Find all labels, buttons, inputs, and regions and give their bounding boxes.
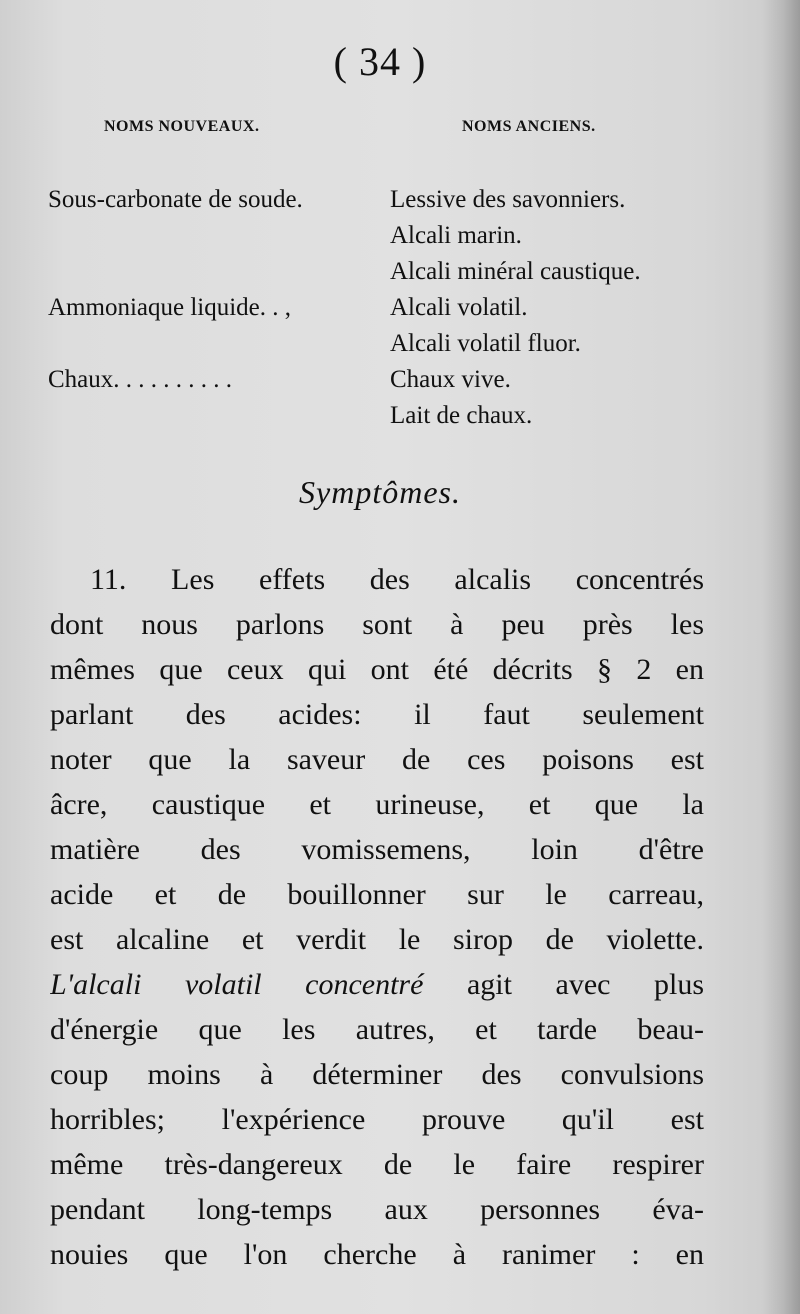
text-line: nouies que l'on cherche à ranimer : en: [50, 1238, 704, 1271]
text-line: dont nous parlons sont à peu près les: [50, 608, 704, 641]
table-row: [48, 398, 728, 434]
old-name: Alcali marin.: [390, 222, 522, 249]
table-row: [48, 326, 728, 362]
table-row: [48, 218, 728, 254]
text-line: [50, 962, 704, 1007]
text-line: coup moins à déterminer des convulsions: [50, 1058, 704, 1091]
text-segment: agit avec plus: [423, 968, 704, 1001]
text-line: même très-dangereux de le faire respirer: [50, 1148, 704, 1181]
old-name: Alcali volatil.: [390, 294, 528, 321]
old-name: Alcali volatil fluor.: [390, 330, 581, 357]
text-line: 11. Les effets des alcalis concentrés: [90, 563, 704, 596]
page-edge-shadow: [762, 0, 800, 1314]
body-text: [50, 557, 704, 1277]
old-name: Chaux vive.: [390, 366, 511, 393]
new-name: Sous-carbonate de soude.: [48, 186, 303, 213]
text-line: âcre, caustique et urineuse, et que la: [50, 788, 704, 821]
text-line: est alcaline et verdit le sirop de violette.: [50, 923, 704, 956]
table-row: [48, 182, 728, 218]
old-name: Lait de chaux.: [390, 402, 533, 429]
text-line: mêmes que ceux qui ont été décrits § 2 en: [50, 653, 704, 686]
table-row: [48, 254, 728, 290]
italic-phrase: L'alcali volatil concentré: [50, 968, 424, 1001]
section-title: Symptômes.: [299, 474, 461, 510]
header-noms-nouveaux: NOMS NOUVEAUX.: [104, 118, 260, 135]
table-row: [48, 362, 728, 398]
header-noms-anciens: NOMS ANCIENS.: [462, 118, 596, 135]
text-line: horribles; l'expérience prouve qu'il est: [50, 1103, 704, 1136]
text-line: noter que la saveur de ces poisons est: [50, 743, 704, 776]
text-line: pendant long-temps aux personnes éva-: [50, 1193, 704, 1226]
table-row: [48, 290, 728, 326]
new-name: Ammoniaque liquide. . ,: [48, 294, 292, 321]
old-name: Lessive des savonniers.: [390, 186, 626, 213]
text-line: matière des vomissemens, loin d'être: [50, 833, 704, 866]
text-line: d'énergie que les autres, et tarde beau-: [50, 1013, 704, 1046]
text-line: parlant des acides: il faut seulement: [50, 698, 704, 731]
old-name: Alcali minéral caustique.: [390, 258, 641, 285]
names-table: [48, 182, 728, 434]
text-line: acide et de bouillonner sur le carreau,: [50, 878, 704, 911]
table-headers: [0, 118, 800, 148]
new-name: Chaux. . . . . . . . . .: [48, 366, 233, 393]
page-number: ( 34 ): [333, 39, 427, 84]
